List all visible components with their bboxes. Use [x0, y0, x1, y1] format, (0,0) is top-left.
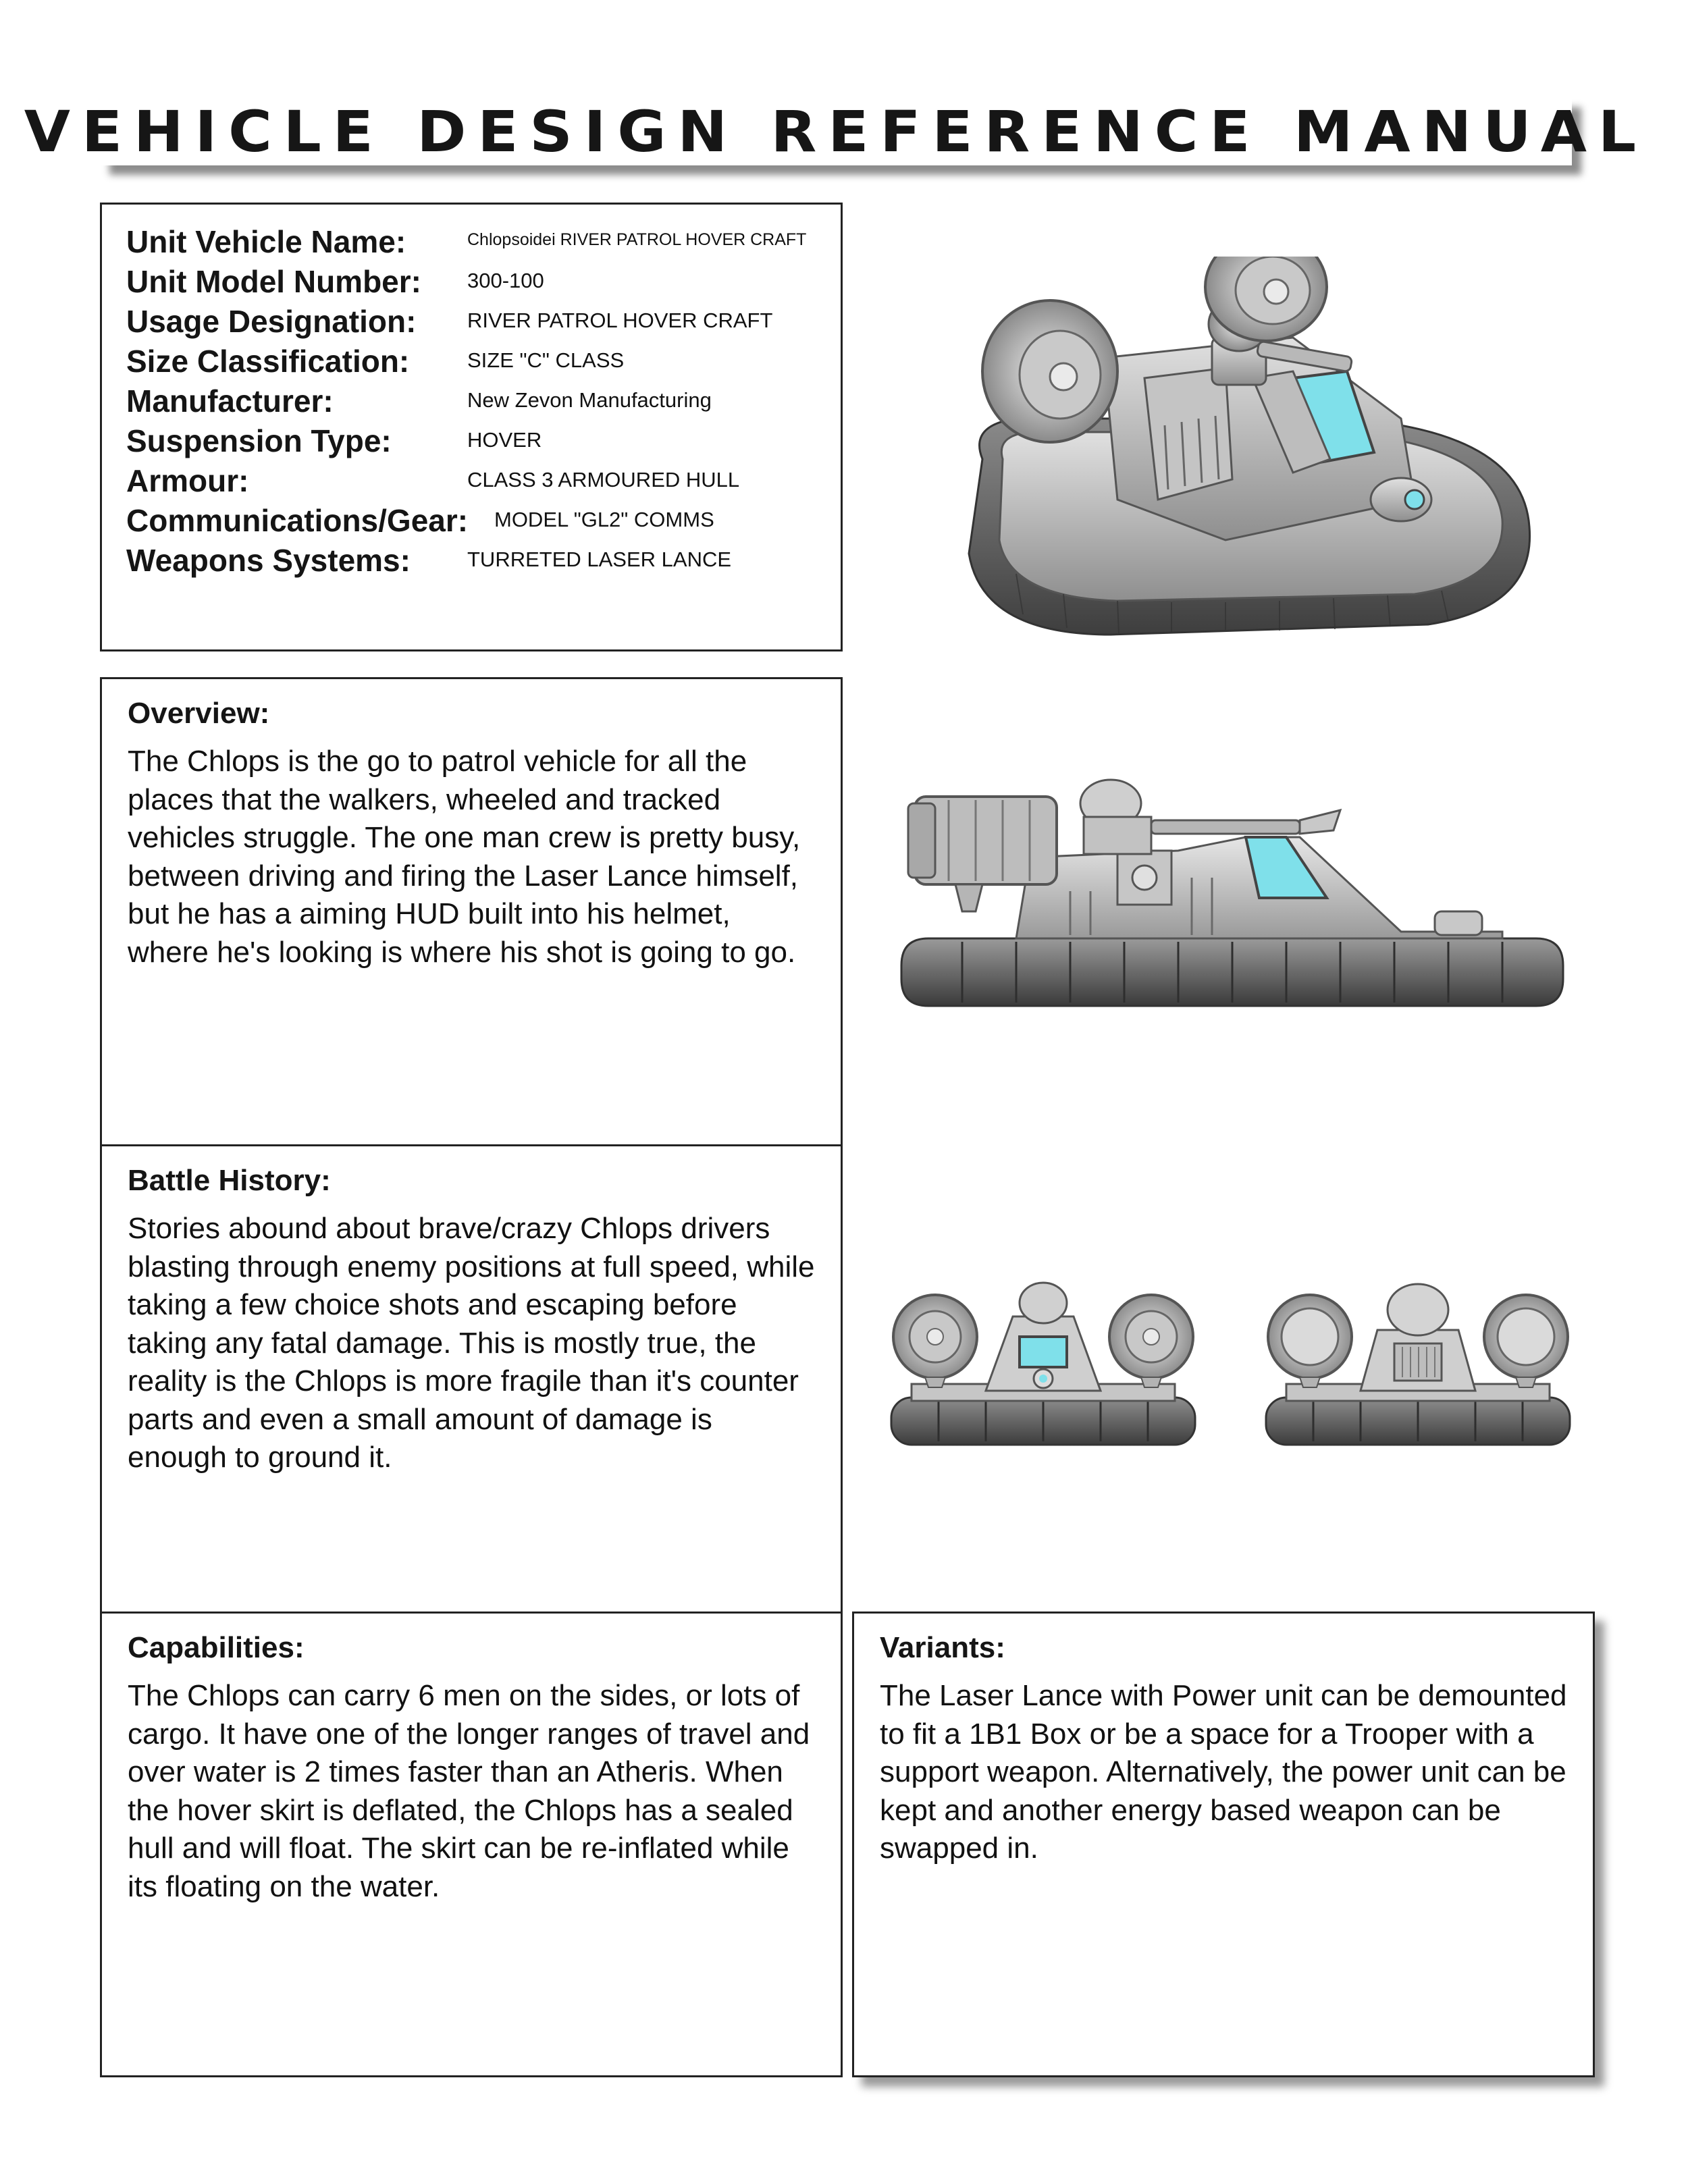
hovercraft-isometric-image: [942, 257, 1550, 648]
spec-label: Size Classification:: [126, 344, 410, 379]
hovercraft-front-view-image: [885, 1262, 1202, 1465]
variants-heading: Variants:: [880, 1631, 1005, 1664]
capabilities-text: The Chlops can carry 6 men on the sides, or lots of cargo. It have one of the longer ranges of travel and over water is 2 times faster than an Atheris. When the hover skirt is deflated, the Chlops has a sealed hull and will float. The skirt can be re-inflated while its floating on the water.: [128, 1679, 810, 1903]
spec-row-vehicle-name: [126, 223, 816, 263]
spec-box: [100, 203, 843, 651]
spec-value: MODEL "GL2" COMMS: [494, 508, 714, 531]
spec-label: Unit Model Number:: [126, 264, 421, 299]
spec-row-suspension: [126, 423, 816, 462]
spec-value: HOVER: [467, 428, 542, 452]
capabilities-section: [100, 1612, 843, 2077]
spec-label: Armour:: [126, 463, 249, 498]
spec-row-size: [126, 343, 816, 383]
variants-text: The Laser Lance with Power unit can be demounted to fit a 1B1 Box or be a space for a Trooper with a support weapon. Alternatively, the power unit can be kept and another energy based weapon can be swapped in.: [880, 1679, 1567, 1865]
overview-heading: Overview:: [128, 697, 270, 730]
spec-label: Weapons Systems:: [126, 543, 411, 578]
hovercraft-rear-view-image: [1259, 1262, 1577, 1465]
spec-label: Usage Designation:: [126, 304, 417, 339]
battle-history-section: [100, 1144, 843, 1614]
battle-history-text: Stories abound about brave/crazy Chlops drivers blasting through enemy positions at full speed, while taking a few choice shots and escaping before taking any fatal damage. This is mostly true, the reality is the Chlops is more fragile than it's counter parts and even a small amount of damage is enough to ground it.: [128, 1212, 815, 1474]
capabilities-heading: Capabilities:: [128, 1631, 305, 1664]
spec-value: New Zevon Manufacturing: [467, 388, 712, 412]
spec-value: 300-100: [467, 269, 544, 292]
spec-label: Manufacturer:: [126, 383, 334, 419]
spec-value: SIZE "C" CLASS: [467, 348, 625, 372]
page-title: VEHICLE DESIGN REFERENCE MANUAL: [24, 99, 1648, 165]
spec-label: Communications/Gear:: [126, 503, 469, 538]
overview-text: The Chlops is the go to patrol vehicle for all the places that the walkers, wheeled and tracked vehicles struggle. The one man crew is pretty busy, between driving and firing the Laser Lance himself, but he has a aiming HUD built into his helmet, where he's looking is where his shot is going to go.: [128, 745, 801, 969]
spec-value: RIVER PATROL HOVER CRAFT: [467, 309, 773, 332]
variants-section: [852, 1612, 1595, 2077]
spec-label: Unit Vehicle Name:: [126, 224, 406, 259]
spec-row-usage: [126, 303, 816, 343]
spec-row-armour: [126, 462, 816, 502]
spec-label: Suspension Type:: [126, 423, 392, 458]
spec-row-comms: [126, 502, 816, 542]
hovercraft-side-view-image: [895, 776, 1570, 1033]
title-banner: [24, 98, 1648, 165]
overview-section: [100, 677, 843, 1146]
spec-row-weapons: [126, 542, 816, 582]
spec-value: CLASS 3 ARMOURED HULL: [467, 468, 740, 491]
spec-row-manufacturer: [126, 383, 816, 423]
spec-value: Chlopsoidei RIVER PATROL HOVER CRAFT: [467, 230, 807, 249]
spec-value: TURRETED LASER LANCE: [467, 548, 732, 571]
spec-row-model-number: [126, 263, 816, 303]
battle-history-heading: Battle History:: [128, 1164, 331, 1197]
